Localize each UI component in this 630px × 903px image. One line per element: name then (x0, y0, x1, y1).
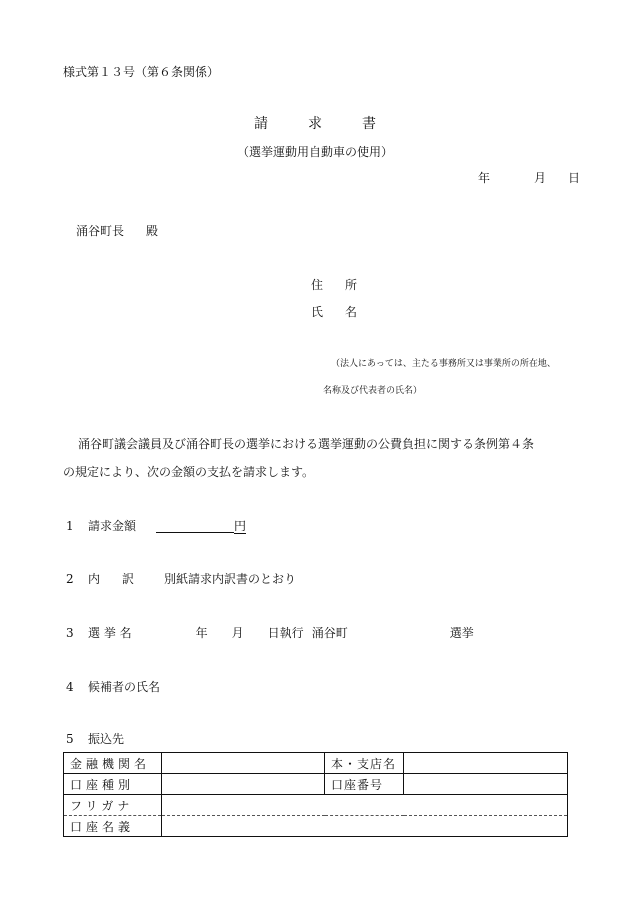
bank-row-3 (64, 795, 568, 816)
form-number: 様式第１３号（第６条関係） (63, 65, 220, 79)
bank-row-4 (64, 816, 568, 837)
addressee-name: 涌谷町長 (76, 224, 125, 238)
item-number: 1 (66, 519, 74, 533)
bank-table (63, 752, 568, 837)
item-label-a: 内 (88, 572, 101, 586)
account-type-field[interactable] (162, 774, 325, 795)
yen-unit: 円 (234, 519, 247, 533)
election-month: 月 (231, 626, 244, 640)
furigana-field[interactable] (162, 795, 568, 816)
amount-blank[interactable] (156, 519, 234, 533)
addressee-honorific: 殿 (146, 224, 159, 238)
branch-name-field[interactable] (404, 753, 568, 774)
corporate-note-line-1: （法人にあっては、主たる事務所又は事業所の所在地、 (331, 359, 556, 369)
name-label (311, 306, 357, 318)
item-number: 4 (66, 680, 74, 694)
item-claim-amount (66, 519, 246, 533)
item-label: 候補者の氏名 (88, 680, 161, 694)
bank-name-label: 金融機関名 (64, 753, 162, 774)
item-number: 3 (66, 626, 74, 640)
furigana-label: フリガナ (64, 795, 162, 816)
address-label-1: 住 (311, 278, 324, 292)
document-title: 請求書 (254, 116, 416, 132)
item-number: 2 (66, 572, 74, 586)
item-label: 請求金額 (88, 519, 137, 533)
item-election-name (66, 627, 474, 639)
name-label-2: 名 (345, 305, 358, 319)
election-suffix: 選挙 (449, 626, 474, 640)
account-type-label: 口座種別 (64, 774, 162, 795)
bank-name-field[interactable] (162, 753, 325, 774)
account-holder-field[interactable] (162, 816, 568, 837)
breakdown-value: 別紙請求内訳書のとおり (164, 572, 297, 586)
item-label-b: 訳 (122, 572, 135, 586)
body-text-line-1: 涌谷町議会議員及び涌谷町長の選挙における選挙運動の公費負担に関する条例第４条 (78, 437, 535, 451)
address-label (311, 279, 357, 291)
branch-name-label: 本・支店名 (325, 753, 404, 774)
date-month: 月 (534, 171, 547, 185)
item-candidate-name (66, 681, 160, 693)
date-day: 日 (568, 171, 581, 185)
name-label-1: 氏 (311, 305, 324, 319)
corporate-note-line-2: 名称及び代表者の氏名） (323, 386, 423, 396)
address-label-2: 所 (345, 278, 358, 292)
addressee (76, 225, 158, 237)
date-year: 年 (478, 171, 491, 185)
body-text-line-2: の規定により、次の金額の支払を請求します。 (63, 465, 315, 479)
account-number-field[interactable] (404, 774, 568, 795)
item-number: 5 (66, 732, 74, 746)
account-holder-label: 口座名義 (64, 816, 162, 837)
date-line (478, 172, 580, 184)
item-breakdown (66, 573, 296, 585)
election-town: 涌谷町 (311, 626, 348, 640)
account-number-label: 口座番号 (325, 774, 404, 795)
document-subtitle: （選挙運動用自動車の使用） (236, 145, 393, 159)
item-label: 振込先 (88, 732, 125, 746)
item-label: 選 挙 名 (88, 626, 132, 640)
election-year: 年 (195, 626, 208, 640)
item-transfer-destination (66, 733, 124, 745)
election-day-exec: 日執行 (267, 626, 304, 640)
bank-row-2 (64, 774, 568, 795)
bank-row-1 (64, 753, 568, 774)
